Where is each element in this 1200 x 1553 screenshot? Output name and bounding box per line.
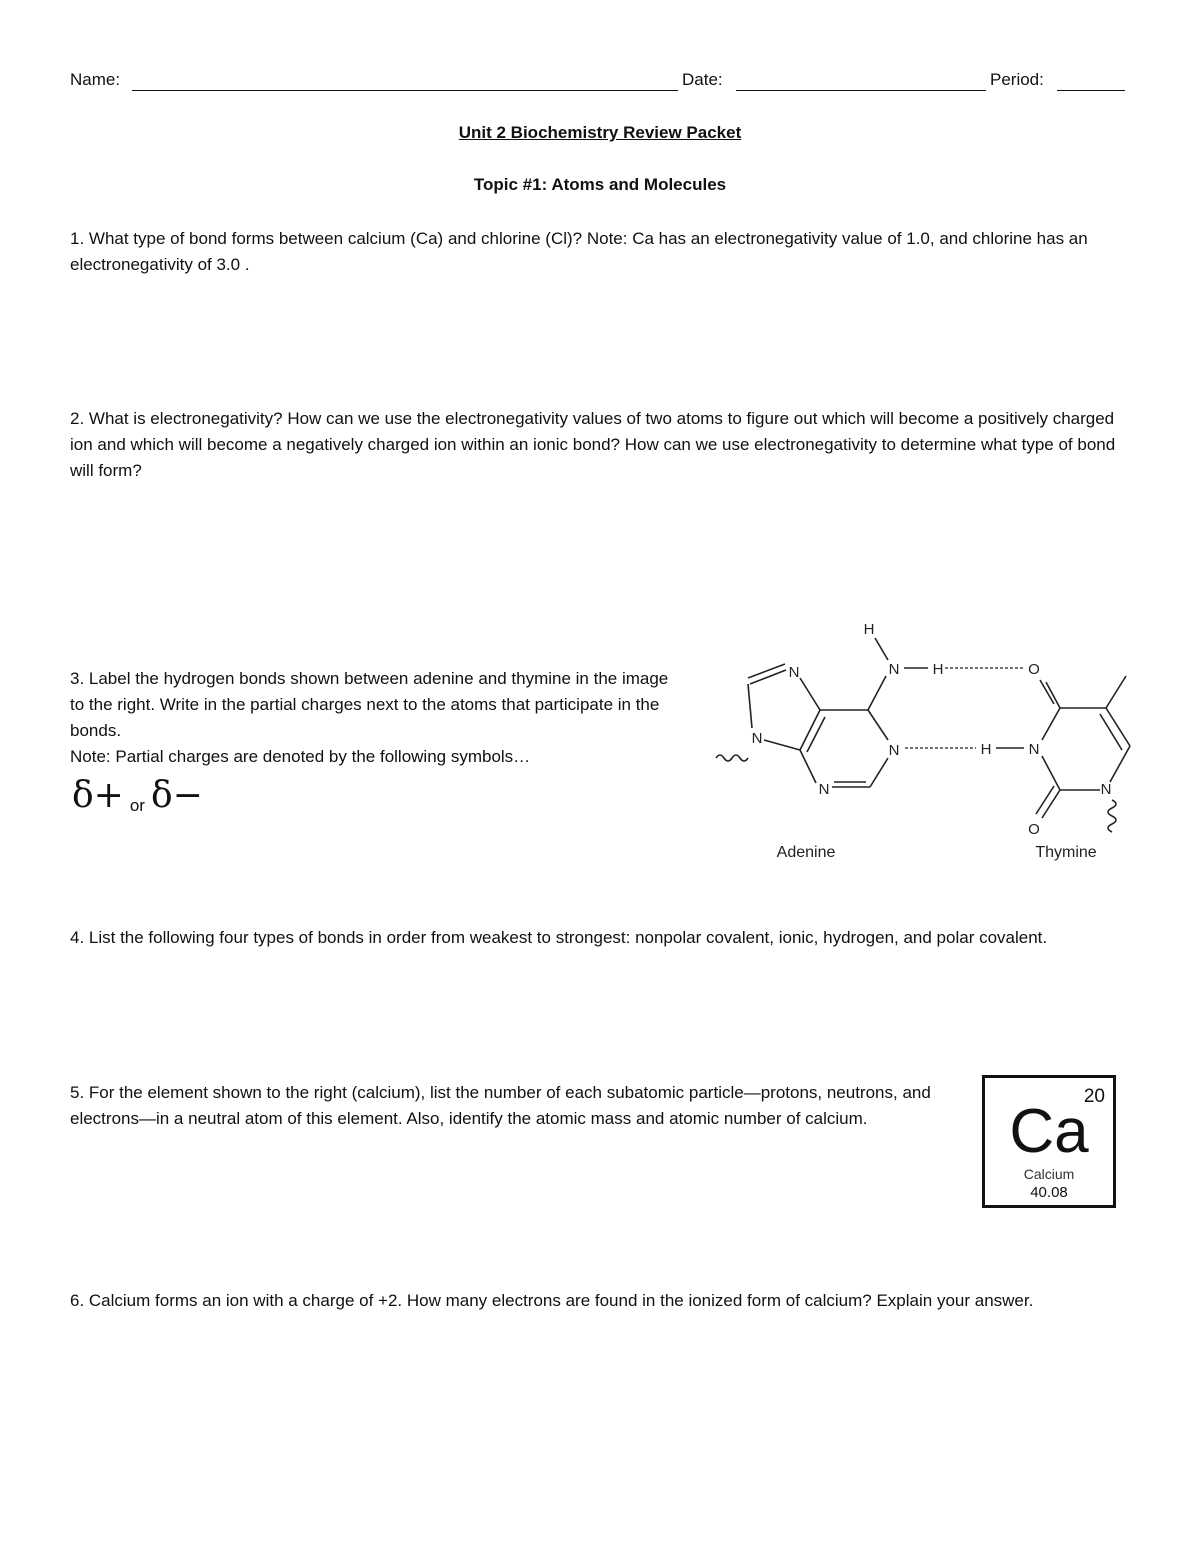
adenine-n7-atom: N bbox=[788, 664, 800, 681]
or-text: or bbox=[129, 796, 145, 815]
element-name: Calcium bbox=[1023, 1166, 1075, 1182]
name-label: Name: bbox=[70, 70, 121, 89]
adenine-n9-atom: N bbox=[751, 730, 763, 747]
thymine-n3-atom: N bbox=[1028, 741, 1040, 758]
date-field[interactable] bbox=[736, 90, 986, 91]
calcium-element-tile bbox=[982, 1075, 1116, 1208]
adenine-thymine-diagram bbox=[700, 612, 1160, 867]
adenine-n3-atom: N bbox=[818, 781, 830, 798]
element-symbol: Ca bbox=[1009, 1097, 1089, 1166]
question-4: 4. List the following four types of bonds in order from weakest to strongest: nonpolar covalent, ionic, hydrogen, and polar covalent. bbox=[70, 928, 1048, 947]
period-field[interactable] bbox=[1057, 90, 1125, 91]
question-2: 2. What is electronegativity? How can we use the electronegativity values of two atoms to figure out which will become a positively charged ion and which will become a negatively charged ion within an ionic bond? How can we use electronegativity to determine what type of bond will form? bbox=[70, 409, 1116, 480]
amine-n-atom: N bbox=[888, 661, 900, 678]
question-3-text: 3. Label the hydrogen bonds shown between adenine and thymine in the image to the right. Write in the partial charges next to the atoms that participate in the bonds. bbox=[70, 669, 669, 740]
amine-h-atom: H bbox=[863, 621, 875, 638]
adenine-n1-atom: N bbox=[888, 742, 900, 759]
date-label: Date: bbox=[682, 70, 723, 89]
question-3-note: Note: Partial charges are denoted by the following symbols… bbox=[70, 747, 531, 766]
delta-minus-symbol: δ− bbox=[150, 775, 203, 816]
question-6: 6. Calcium forms an ion with a charge of +2. How many electrons are found in the ionized form of calcium? Explain your answer. bbox=[70, 1291, 1034, 1310]
donor-h-atom: H bbox=[932, 661, 944, 678]
thymine-label: Thymine bbox=[1035, 844, 1097, 861]
atomic-number: 20 bbox=[1083, 1086, 1105, 1107]
name-field[interactable] bbox=[132, 90, 678, 91]
student-info-header bbox=[70, 70, 1130, 96]
partial-charge-symbols bbox=[72, 774, 203, 824]
page-title: Unit 2 Biochemistry Review Packet bbox=[458, 123, 742, 142]
delta-plus-symbol: δ+ bbox=[72, 775, 124, 816]
adenine-label: Adenine bbox=[776, 844, 836, 861]
thymine-h3-atom: H bbox=[980, 741, 992, 758]
period-label: Period: bbox=[990, 70, 1044, 89]
atomic-mass: 40.08 bbox=[1030, 1184, 1068, 1201]
thymine-o2-atom: O bbox=[1028, 821, 1040, 838]
thymine-n1-atom: N bbox=[1100, 781, 1112, 798]
thymine-o4-atom: O bbox=[1028, 661, 1040, 678]
question-5: 5. For the element shown to the right (calcium), list the number of each subatomic particle—protons, neutrons, and electrons—in a neutral atom of this element. Also, identify the atomic mass and atomic number of calcium. bbox=[70, 1083, 931, 1128]
topic-heading: Topic #1: Atoms and Molecules bbox=[473, 175, 727, 194]
question-1: 1. What type of bond forms between calcium (Ca) and chlorine (Cl)? Note: Ca has an electronegativity value of 1.0, and chlorine has an electronegativity of 3.0 . bbox=[70, 229, 1088, 274]
question-3 bbox=[70, 666, 680, 770]
